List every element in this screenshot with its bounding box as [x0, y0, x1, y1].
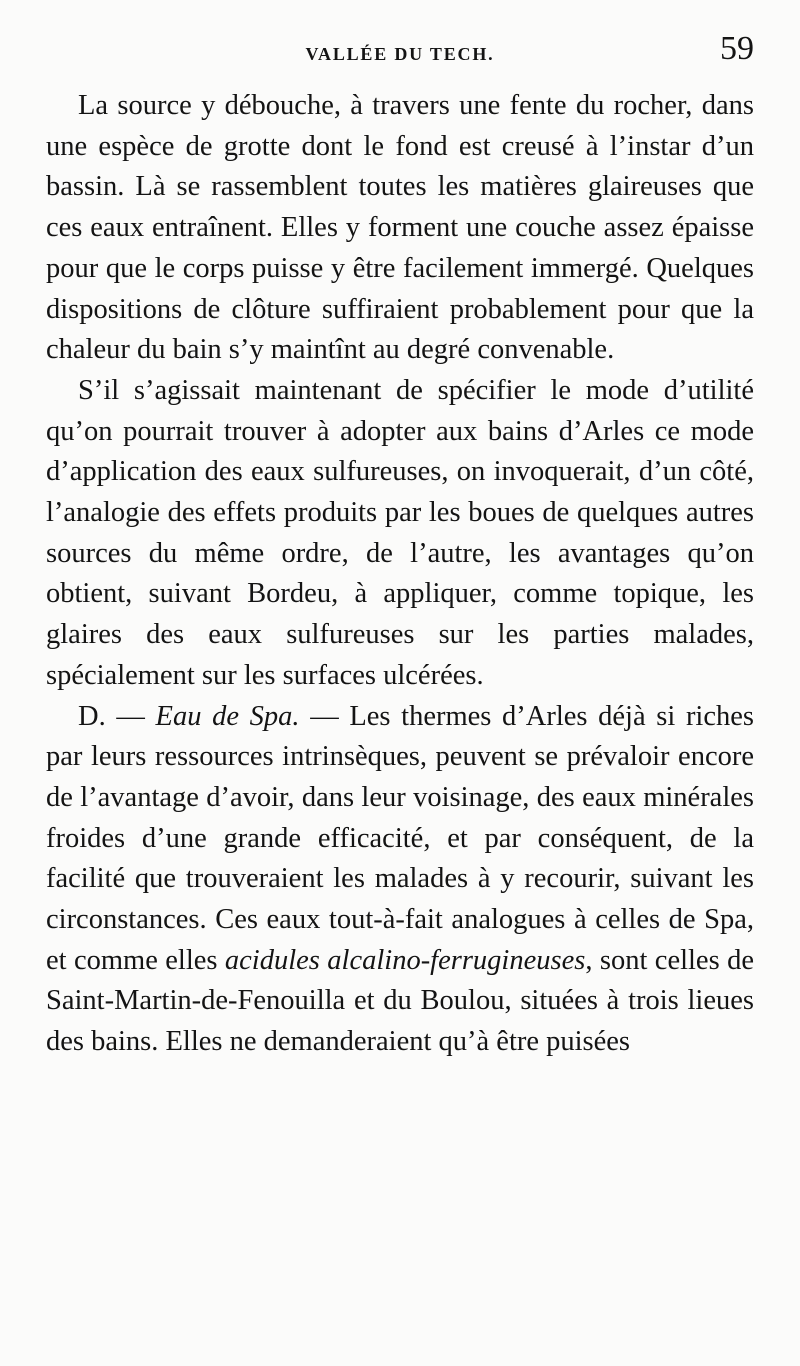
- section-letter: D. —: [78, 700, 156, 732]
- running-head: VALLÉE DU TECH.: [305, 44, 495, 64]
- page-header: [46, 30, 754, 86]
- italic-mineral-type: acidules alcalino-ferrugineuses: [224, 944, 586, 976]
- section-dash: —: [299, 700, 350, 732]
- page-number: 59: [720, 30, 754, 67]
- paragraph-utility-of-baths: S’il s’agissait maintenant de spécifier le mode d’utilité qu’on pourrait trouver à adopter aux bains d’Arles ce mode d’application des eaux sulfureuses, on invoquerait, d’un côté, l’analogie des effets produits par les boues de quelques autres sources du même ordre, de l’autre, les avantages qu’on obtient, suivant Bordeu, à appliquer, comme topique, les glaires des eaux sulfureuses sur les parties malades, spécialement sur les surfaces ulcérées.: [46, 374, 754, 691]
- paragraph-text-part-1: Les thermes d’Arles déjà si riches par leurs ressources intrinsèques, peuvent se prévaloir encore de l’avantage d’avoir, dans leur voisinage, des eaux minérales froides d’une grande efficacité, et par conséquent, de la facilité que trouveraient les malades à y recourir, suivant les circonstances. Ces eaux tout-à-fait analogues à celles de Spa, et comme elles: [46, 700, 754, 976]
- paragraph-source-description: La source y débouche, à travers une fente du rocher, dans une espèce de grotte dont le fond est creusé à l’instar d’un bassin. Là se rassemblent toutes les matières glaireuses que ces eaux entraînent. Elles y forment une couche assez épaisse pour que le corps puisse y être facilement immergé. Quelques dispositions de clôture suffiraient probablement pour que la chaleur du bain s’y maintînt au degré convenable.: [46, 90, 754, 366]
- body-text: [46, 86, 754, 1063]
- paragraph-spa-water: [46, 697, 754, 1063]
- section-title: Eau de Spa.: [155, 700, 300, 732]
- paragraph-text-part-2: , sont celles de Saint-Martin-de-Fenouilla et du Boulou, situées à trois lieues des bains. Elles ne demanderaient qu’à être puisées: [46, 944, 754, 1058]
